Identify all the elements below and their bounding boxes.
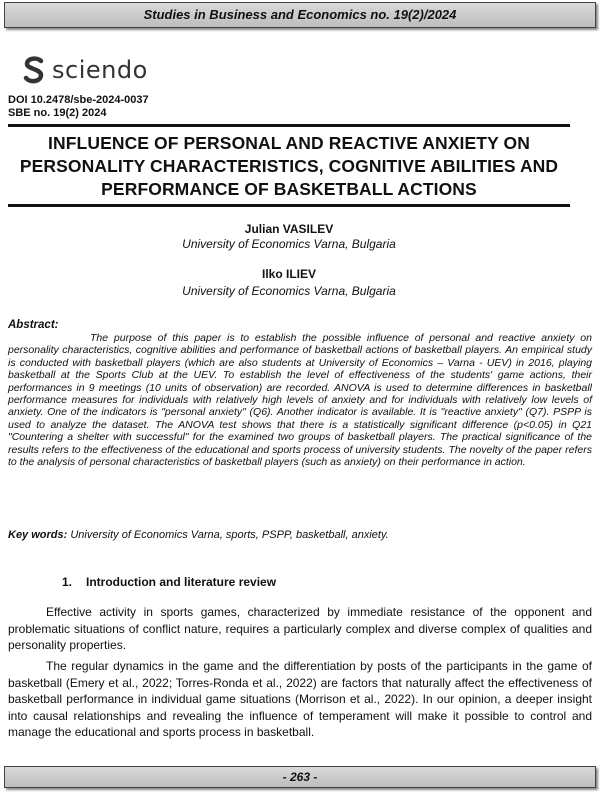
author-name: Julian VASILEV	[244, 222, 334, 236]
section-heading	[62, 575, 276, 589]
author-affiliation: University of Economics Varna, Bulgaria	[182, 284, 396, 298]
article-meta	[8, 94, 149, 120]
journal-header	[4, 2, 596, 28]
body-paragraph: Effective activity in sports games, characterized by immediate resistance of the opponent and problematic situations of conflict nature, requires a particularly complex and diverse complex of qualities and personality properties.	[8, 605, 592, 653]
abstract-text: The purpose of this paper is to establish the possible influence of personal and reactive anxiety on personality characteristics, cognitive abilities and performance of basketball actions of basketball players. An empirical study is conducted with basketball players (which are also students at University of Economics – Varna - UEV) in 2016, playing basketball at the Sports Club at the UEV. To establish the level of effectiveness of the students' game actions, their performances in 9 meetings (10 units of observation) are recorded. ANOVA is used to determine differences in basketball performance measures for individuals with relatively high levels of anxiety and for individuals with relatively low levels of anxiety. One of the indicators is "personal anxiety" (Q6). Another indicator is available. It is "reactive anxiety" (Q7). PSPP is used to analyze the dataset. The ANOVA test shows that there is a statistically significant difference (p<0.05) in Q21 "Countering a shelter with successful" for the examined two groups of basketball players. The practical significance of the results refers to the effectiveness of the educational and sports process of university students. The novelty of the paper refers to the analysis of personal characteristics of basketball players (such as anxiety) on their performance in action.	[8, 332, 592, 469]
title-rule-top	[8, 124, 570, 127]
sciendo-s-icon	[22, 56, 46, 84]
page-footer	[4, 766, 596, 788]
keywords-label: Key words:	[8, 529, 68, 541]
page-number: - 263 -	[282, 770, 318, 784]
paper-title: INFLUENCE OF PERSONAL AND REACTIVE ANXIETY ON PERSONALITY CHARACTERISTICS, COGNITIVE ABILITIES AND PERFORMANCE OF BASKETBALL ACTIONS	[19, 133, 559, 199]
keywords	[8, 529, 592, 541]
issue: SBE no. 19(2) 2024	[8, 107, 107, 119]
journal-title: Studies in Business and Economics no. 19(2)/2024	[143, 7, 457, 22]
keywords-text: University of Economics Varna, sports, PSPP, basketball, anxiety.	[70, 529, 389, 541]
author-name: Ilko ILIEV	[261, 267, 316, 281]
author-affiliation: University of Economics Varna, Bulgaria	[182, 237, 396, 251]
sciendo-logo	[22, 56, 148, 84]
abstract-label: Abstract:	[8, 319, 59, 331]
title-rule-bottom	[8, 204, 570, 207]
logo-text: sciendo	[52, 56, 148, 84]
section-title: Introduction and literature review	[86, 575, 277, 589]
section-number: 1.	[62, 575, 73, 589]
doi: DOI 10.2478/sbe-2024-0037	[8, 94, 149, 106]
body-paragraph: The regular dynamics in the game and the differentiation by posts of the participants in the game of basketball (Emery et al., 2022; Torres-Ronda et al., 2022) are factors that naturally affect the effectiveness of basketball performance in individual game situations (Morrison et al., 2022). In our opinion, a deeper insight into causal relationships and revealing the influence of temperament will make it possible to control and manage the educational and sports process in basketball.	[8, 659, 592, 740]
